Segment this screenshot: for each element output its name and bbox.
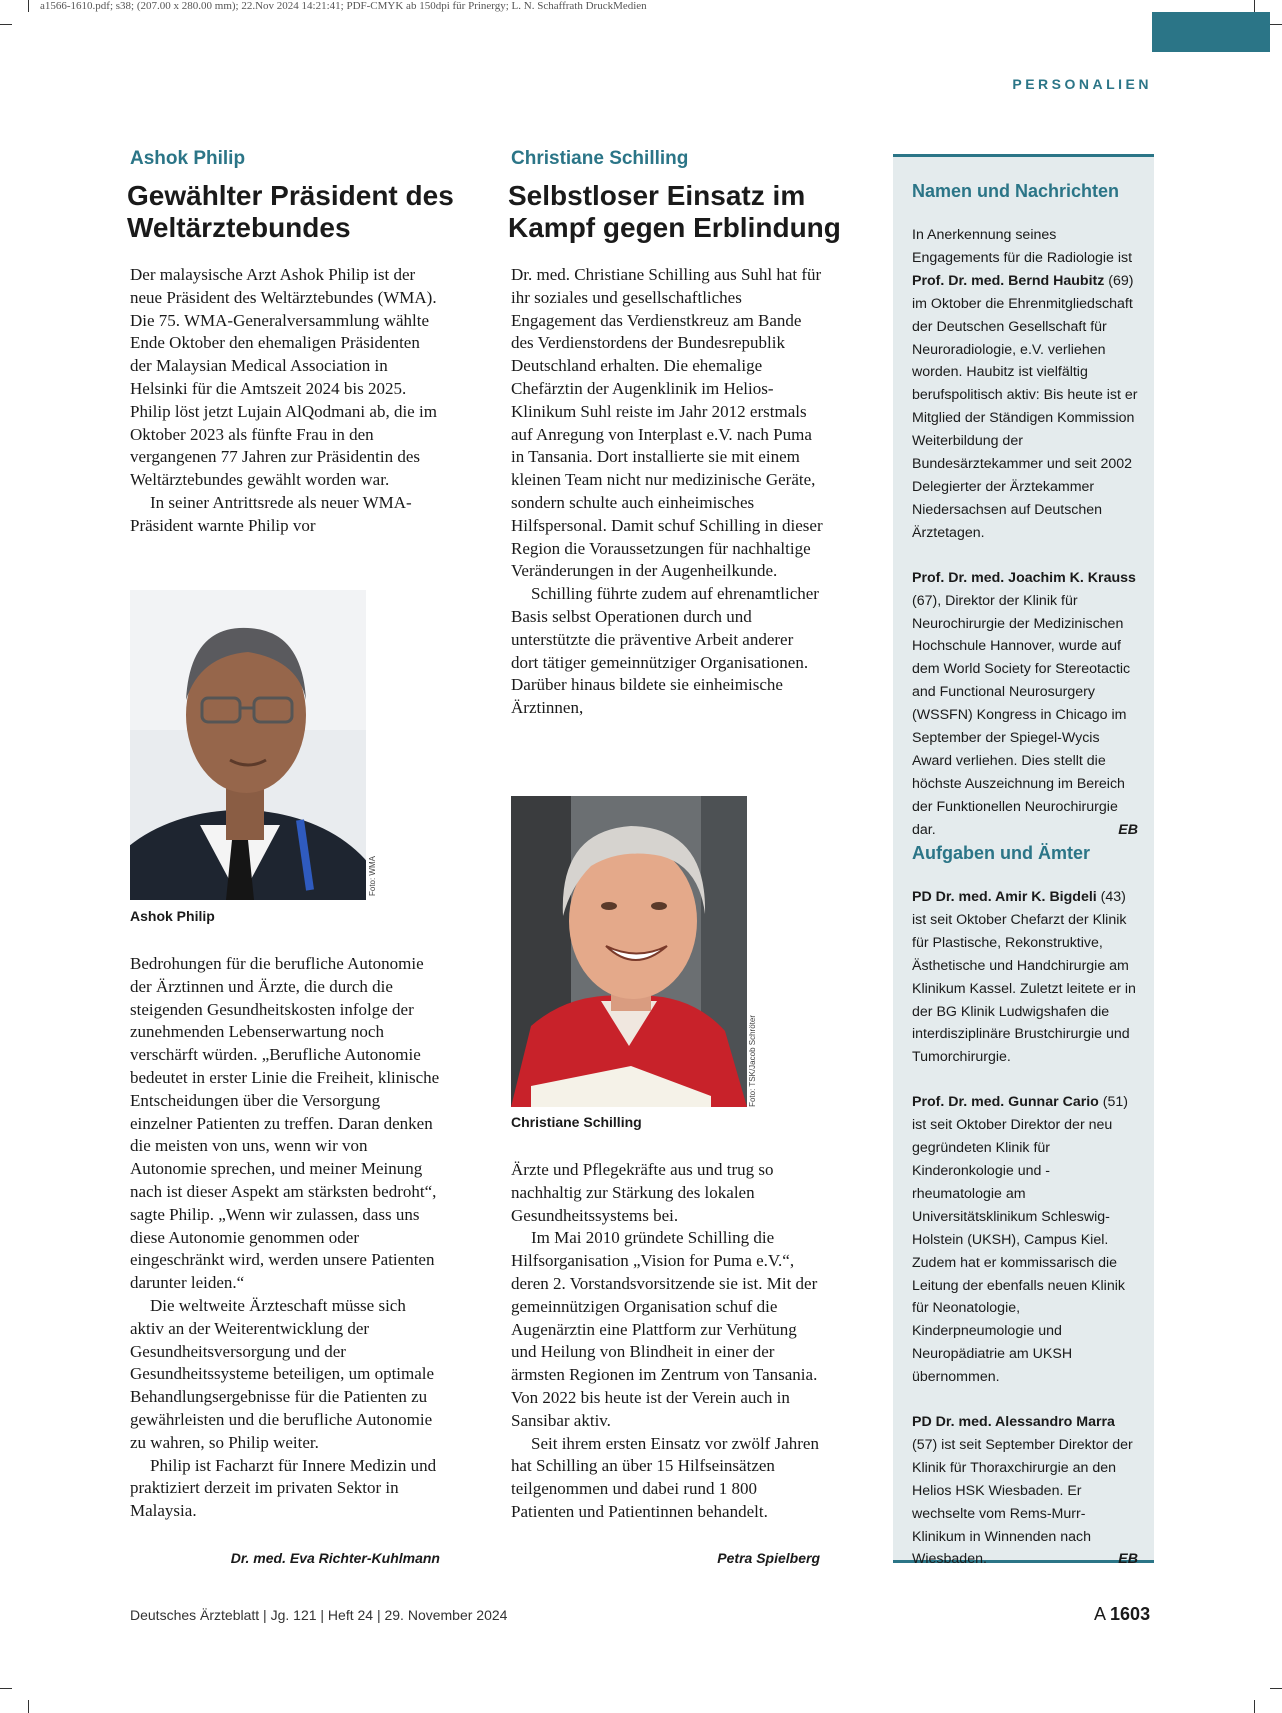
article2-body-bottom (511, 1159, 823, 1524)
sidebar-item-text: (67), Direktor der Klinik für Neurochirurgie der Medizinischen Hochschule Hannover, wurde auf dem World Society for Stereotactic and Functional Neurosurgery (WSSFN) Kongress in Chicago im September der Spiegel-Wycis Award verliehen. Dies stellt die höchste Auszeichnung im Bereich der Funktionellen Neurochirurgie dar. (912, 592, 1131, 838)
sidebar-item-name: PD Dr. med. Alessandro Marra (912, 1414, 1115, 1431)
article1-paragraph: Der malaysische Arzt Ashok Philip ist der neue Präsident des Weltärztebundes (WMA). Die 75. WMA-Generalversammlung wählte Ende Oktober den ehemaligen Präsidenten der Malaysian Medical Association in Helsinki für die Amtszeit 2024 bis 2025. Philip löst jetzt Lujain AlQodmani ab, die im Oktober 2023 als fünfte Frau in den vergangenen 77 Jahren zur Präsidentin des Weltärztebundes gewählt worden war. (130, 265, 437, 490)
sidebar-section-names-news (912, 224, 1138, 864)
crop-mark (1254, 0, 1255, 12)
article1-headline (127, 180, 467, 244)
article1-body-top (130, 264, 442, 538)
article2-paragraph: Seit ihrem ersten Einsatz vor zwölf Jahren hat Schilling an über 15 Hilfseinsätzen teilgenommen und dabei rund 1 800 Patienten und Patientinnen behandelt. (511, 1433, 819, 1521)
article2-kicker: Christiane Schilling (511, 148, 689, 169)
sidebar-item-text: In Anerkennung seines Engagements für die Radiologie ist (912, 227, 1133, 266)
sidebar-item (912, 1411, 1138, 1571)
sidebar-section-tasks-offices (912, 886, 1138, 1593)
article1-headline-line2: Weltärztebundes (127, 212, 351, 243)
crop-mark (1270, 24, 1282, 25)
sidebar-item (912, 224, 1138, 545)
sidebar-item-name: PD Dr. med. Amir K. Bigdeli (912, 889, 1097, 905)
article1-photo-caption: Ashok Philip (130, 908, 215, 924)
article2-headline-line1: Selbstloser Einsatz im (508, 180, 806, 211)
article2-paragraph: Im Mai 2010 gründete Schilling die Hilfsorganisation „Vision for Puma e.V.“, deren 2. Vorstandsvorsitzende sie ist. Mit der gemeinnützigen Organisation schuf die Augenärztin eine Plattform zur Verhütung und Heilung von Blindheit in einer der ärmsten Regionen im Zentrum von Tansania. Von 2022 bis heute ist der Verein auch in Sansibar aktiv. (511, 1228, 818, 1430)
article1-photo-credit: Foto: WMA (368, 856, 377, 897)
sidebar-signature: EB (1118, 821, 1138, 838)
article1-author: Dr. med. Eva Richter-Kuhlmann (230, 1550, 440, 1566)
ashok-philip-photo (130, 590, 366, 900)
crop-mark (0, 1688, 12, 1689)
article2-paragraph: Dr. med. Christiane Schilling aus Suhl hat für ihr soziales und gesellschaftliches Engagement das Verdienstkreuz am Bande des Verdienstordens der Bundesrepublik Deutschland erhalten. Die ehemalige Chefärztin der Augenklinik im Helios-Klinikum Suhl reiste im Jahr 2012 erstmals auf Anregung von Interplast e.V. nach Puma in Tansania. Dort installierte sie mit einem kleinen Team nicht nur medizinische Geräte, sondern schulte auch einheimisches Hilfspersonal. Damit schuf Schilling in dieser Region die Voraussetzungen für nachhaltige Veränderungen in der Augenheilkunde. (511, 265, 823, 581)
article2-photo-caption: Christiane Schilling (511, 1114, 642, 1130)
sidebar-signature: EB (1118, 1551, 1138, 1568)
sidebar-item (912, 886, 1138, 1069)
article2-headline (508, 180, 848, 244)
sidebar-item-text: (57) ist seit September Direktor der Klinik für Thoraxchirurgie an den Helios HSK Wiesbaden. Er wechselte vom Rems-Murr-Klinikum in Winnenden nach Wiesbaden. (912, 1436, 1133, 1568)
sidebar-item (912, 1091, 1138, 1389)
article2-headline-line2: Kampf gegen Erblindung (508, 212, 841, 243)
article2-photo-credit: Foto: TSK/Jacob Schröter (748, 1015, 757, 1107)
sidebar-item-name: Prof. Dr. med. Bernd Haubitz (912, 272, 1105, 289)
page-number (1094, 1604, 1150, 1625)
article1-headline-line1: Gewählter Präsident des (127, 180, 454, 211)
section-tab-marker (1152, 12, 1270, 52)
print-info: a1566-1610.pdf; s38; (207.00 x 280.00 mm); 22.Nov 2024 14:21:41; PDF-CMYK ab 150dpi für Prinergy; L. N. Schaffrath DruckMedien (40, 0, 647, 12)
sidebar-heading-names-news: Namen und Nachrichten (912, 181, 1120, 201)
article1-paragraph: Philip ist Facharzt für Innere Medizin und praktiziert derzeit im privaten Sektor in Malaysia. (130, 1455, 437, 1521)
footer-journal-info: Deutsches Ärzteblatt | Jg. 121 | Heft 24 | 29. November 2024 (130, 1607, 508, 1623)
article1-paragraph: Bedrohungen für die berufliche Autonomie der Ärztinnen und Ärzte, die durch die steigenden Gesundheitskosten infolge der zunehmenden Lebenserwartung noch verschärft würden. „Berufliche Autonomie bedeutet in erster Linie die Freiheit, klinische Entscheidungen über die Versorgung einzelner Patienten zu treffen. Daran denken die meisten von uns, wenn wir von Autonomie sprechen, und meiner Meinung nach ist dieser Aspekt am stärksten bedroht“, sagte Philip. „Wenn wir zulassen, dass uns diese Autonomie genommen oder eingeschränkt wird, werden unsere Patienten darunter leiden.“ (130, 954, 440, 1293)
article2-body-top (511, 264, 823, 720)
article1-paragraph: Die weltweite Ärzteschaft müsse sich aktiv an der Weiterentwicklung der Gesundheitsversorgung und der Gesundheitssysteme beteiligen, um optimale Behandlungsergebnisse für die Patienten zu gewährleisten und die berufliche Autonomie zu wahren, so Philip weiter. (130, 1295, 435, 1452)
crop-mark (0, 24, 12, 25)
page-number-value: 1603 (1110, 1604, 1151, 1624)
crop-mark (28, 0, 29, 12)
section-label: PERSONALIEN (1012, 76, 1152, 92)
sidebar-item (912, 567, 1138, 842)
sidebar-item-text: (43) ist seit Oktober Chefarzt der Klinik für Plastische, Rekonstruktive, Ästhetische und Handchirurgie am Klinikum Kassel. Zuletzt leitete er in der BG Klinik Ludwigshafen die interdisziplinäre Brustchirurgie und Tumorchirurgie. (912, 889, 1136, 1066)
crop-mark (1270, 1688, 1282, 1689)
article2-paragraph: Ärzte und Pflegekräfte aus und trug so nachhaltig zur Stärkung des lokalen Gesundheitssystems bei. (511, 1160, 774, 1225)
article2-author: Petra Spielberg (717, 1550, 820, 1566)
christiane-schilling-photo (511, 796, 747, 1107)
crop-mark (28, 1700, 29, 1713)
article1-kicker: Ashok Philip (130, 148, 246, 169)
page-number-prefix: A (1094, 1604, 1106, 1624)
sidebar-box (893, 154, 1154, 1568)
article2-paragraph: Schilling führte zudem auf ehrenamtlicher Basis selbst Operationen durch und unterstützte die präventive Arbeit anderer dort tätiger gemeinnütziger Organisationen. Darüber hinaus bildete sie einheimische Ärztinnen, (511, 584, 819, 718)
article1-body-bottom (130, 953, 442, 1523)
crop-mark (1254, 1700, 1255, 1713)
sidebar-item-text: (69) im Oktober die Ehrenmitgliedschaft der Deutschen Gesellschaft für Neuroradiologie, e.V. verliehen worden. Haubitz ist vielfältig berufspolitisch aktiv: Bis heute ist er Mitglied der Ständigen Kommission Weiterbildung der Bundesärztekammer und seit 2002 Delegierter der Ärztekammer Niedersachsen auf Deutschen Ärztetagen. (912, 272, 1138, 541)
sidebar-item-name: Prof. Dr. med. Gunnar Cario (912, 1094, 1099, 1111)
article1-paragraph: In seiner Antrittsrede als neuer WMA-Präsident warnte Philip vor (130, 492, 412, 535)
sidebar-item-name: Prof. Dr. med. Joachim K. Krauss (912, 569, 1136, 586)
sidebar-item-text: (51) ist seit Oktober Direktor der neu gegründeten Klinik für Kinderonkologie und -rheumatologie am Universitätsklinikum Schleswig-Holstein (UKSH), Campus Kiel. Zudem hat er kommissarisch die Leitung der ebenfalls neuen Klinik für Neonatologie, Kinderpneumologie und Neuropädiatrie am UKSH übernommen. (912, 1094, 1129, 1386)
sidebar-heading-tasks-offices: Aufgaben und Ämter (912, 843, 1090, 863)
